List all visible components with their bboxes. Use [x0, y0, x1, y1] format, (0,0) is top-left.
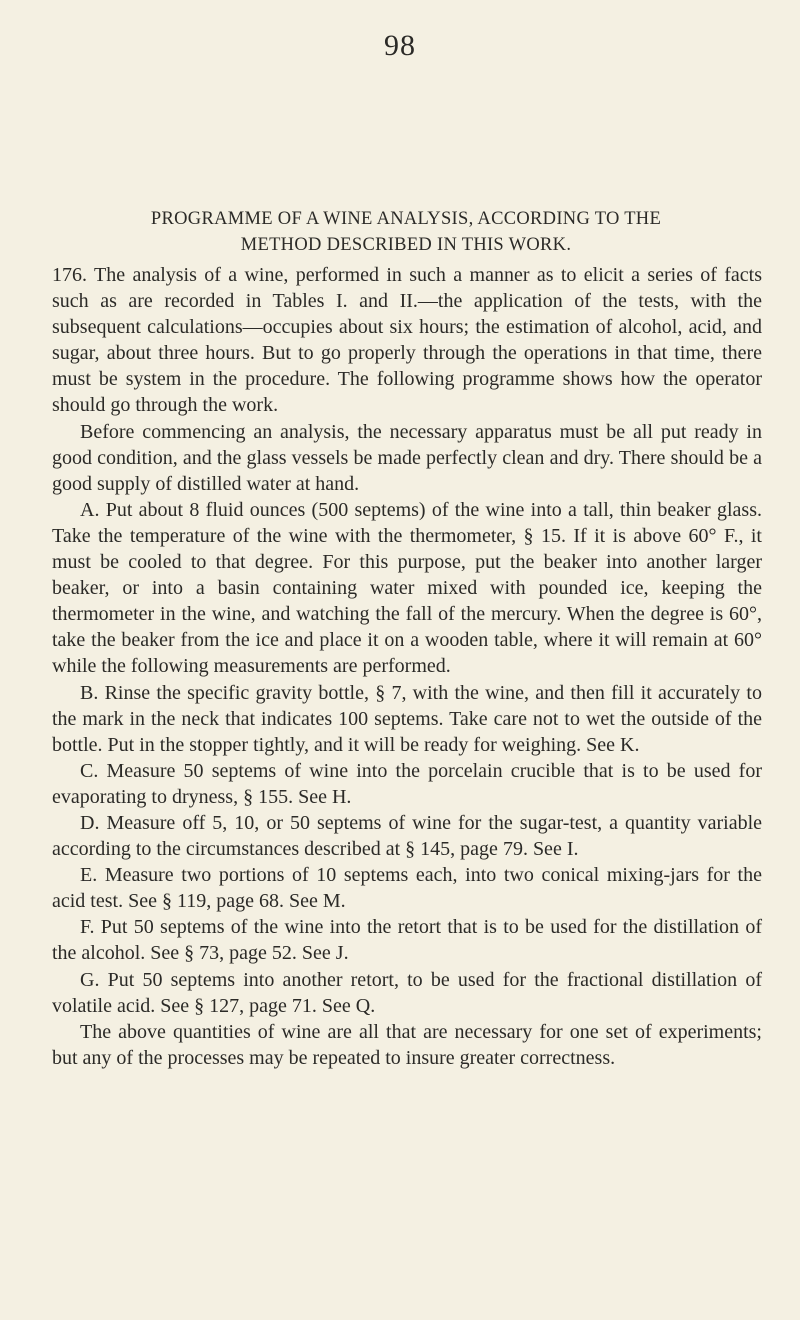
section-heading	[56, 206, 756, 258]
paragraph-step-g: G. Put 50 septems into another retort, to be used for the fractional distillation of volatile acid. See § 127, page 71. See Q.	[52, 968, 762, 1017]
heading-line-2: METHOD DESCRIBED IN THIS WORK.	[240, 235, 572, 255]
paragraph-before-commencing: Before commencing an analysis, the necessary apparatus must be all put ready in good condition, and the glass vessels be made perfectly clean and dry. There should be a good supply of distilled water at hand.	[52, 420, 762, 495]
paragraph-step-c: C. Measure 50 septems of wine into the porcelain crucible that is to be used for evaporating to dryness, § 155. See H.	[52, 759, 762, 808]
paragraph-step-f: F. Put 50 septems of the wine into the retort that is to be used for the distillation of the alcohol. See § 73, page 52. See J.	[52, 916, 762, 965]
paragraph-step-a: A. Put about 8 fluid ounces (500 septems) of the wine into a tall, thin beaker glass. Take the temperature of the wine with the thermometer, § 15. If it is above 60° F., it must be cooled to that degree. For this purpose, put the beaker into another larger beaker, or into a basin containing water mixed with pounded ice, keeping the thermometer in the wine, and watching the fall of the mercury. When the degree is 60°, take the beaker from the ice and place it on a wooden table, where it will remain at 60° while the following measurements are performed.	[52, 498, 762, 678]
paragraph-step-e: E. Measure two portions of 10 septems each, into two conical mixing-jars for the acid test. See § 119, page 68. See M.	[52, 864, 762, 913]
paragraph-step-d: D. Measure off 5, 10, or 50 septems of wine for the sugar-test, a quantity variable according to the circumstances described at § 145, page 79. See I.	[52, 811, 762, 861]
page-number: 98	[384, 29, 416, 62]
heading-line-1: PROGRAMME OF A WINE ANALYSIS, ACCORDING TO THE	[150, 209, 662, 229]
paragraph-176: 176. The analysis of a wine, performed in such a manner as to elicit a series of facts such as are recorded in Tables I. and II.—the application of the tests, with the subsequent calculations—occupies about six hours; the estimation of alcohol, acid, and sugar, about three hours. But to go properly through the operations in that time, there must be system in the procedure. The following programme shows how the operator should go through the work.	[52, 264, 762, 417]
paragraph-above-quantities: The above quantities of wine are all that are necessary for one set of experiments; but any of the processes may be repeated to insure greater correctness.	[52, 1020, 762, 1069]
body-text	[52, 262, 762, 1071]
paragraph-step-b: B. Rinse the specific gravity bottle, § 7, with the wine, and then fill it accurately to the mark in the neck that indicates 100 septems. Take care not to wet the outside of the bottle. Put in the stopper tightly, and it will be ready for weighing. See K.	[52, 681, 762, 756]
